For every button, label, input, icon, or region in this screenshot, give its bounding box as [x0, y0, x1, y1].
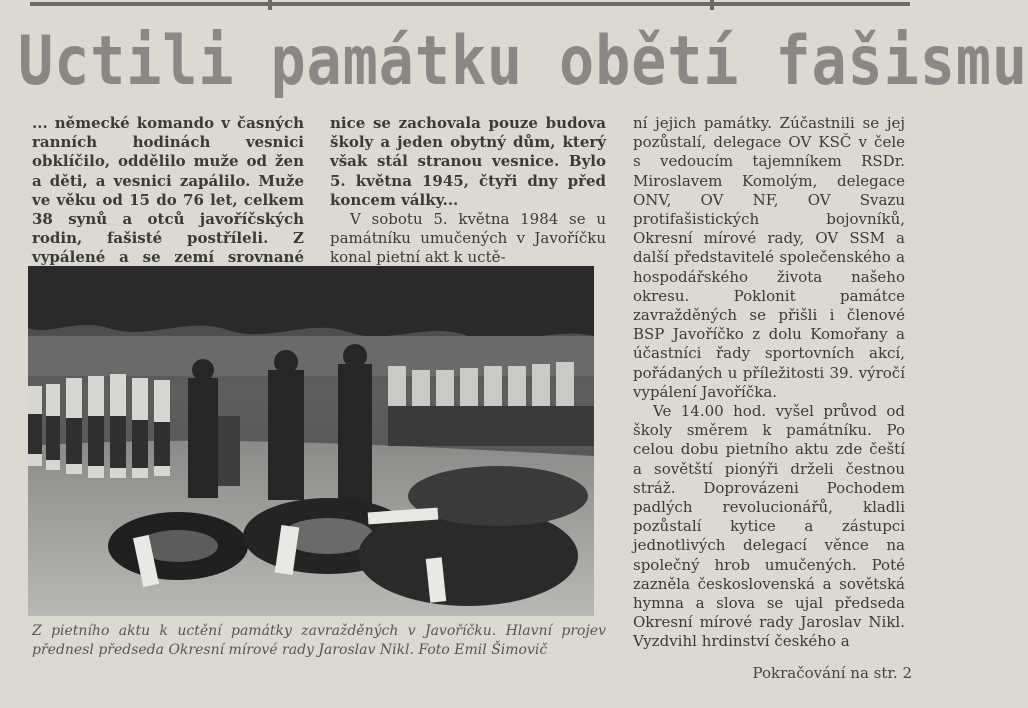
column-3: [633, 114, 905, 652]
column-2-paragraph: V sobotu 5. května 1984 se u památníku umučených v Javoříčku konal pietní akt k uctě-: [330, 210, 606, 267]
column-1: [32, 114, 304, 287]
continuation-note: Pokračování na str. 2: [752, 664, 912, 682]
photo-caption: Z pietního aktu k uctění památky zavražděných v Javoříčku. Hlavní projev přednesl předseda Okresní mírové rady Jaroslav Nikl. Foto Emil Šimovič: [32, 623, 606, 658]
column-1-lead: ... německé komando v časných ranních hodinách vesnici obklíčilo, oddělilo muže od žen a děti, a vesnici zapálilo. Muže ve věku od 15 do 76 let, celkem 38 synů a otců javoříčských rodin, fašisté postříleli. Z vypálené a se zemí srovnané: [32, 114, 304, 267]
column-2-lead: nice se zachovala pouze budova školy a jeden obytný dům, který však stál stranou vesnice. Bylo 5. května 1945, čtyři dny před koncem války...: [330, 114, 606, 209]
article-headline: Uctili památku obětí fašismu: [18, 22, 1028, 101]
column-3-paragraph-2: Ve 14.00 hod. vyšel průvod od školy směrem k památníku. Po celou dobu pietního aktu zde čeští a sovětští pionýři drželi čestnou stráž. Doprovázeni Pochodem padlých revolucionářů, kladli pozůstalí kytice a zástupci jednotlivých delegací věnce na společný hrob umučených. Poté zazněla československá a sovětská hymna a slova se ujal předseda Okresní mírové rady Jaroslav Nikl. Vyzdvihl hrdinství českého a: [633, 402, 905, 651]
news-photo: [28, 266, 594, 616]
column-2: [330, 114, 606, 268]
top-rule: [30, 0, 910, 14]
top-rule-mark: [268, 0, 272, 10]
top-rule-mark: [710, 0, 714, 10]
top-rule-line: [30, 2, 910, 6]
column-3-paragraph-1: ní jejich památky. Zúčastnili se jej pozůstalí, delegace OV KSČ v čele s vedoucím tajemníkem RSDr. Miroslavem Komolým, delegace ONV, OV NF, OV Svazu protifašistických bojovníků, Okresní mírové rady, OV SSM a další představitelé společenského a hospodářského života našeho okresu. Poklonit památce zavražděných se přišli i členové BSP Javoříčko z dolu Komořany a účastníci řady sportovních akcí, pořádaných u příležitosti 39. výročí vypálení Javoříčka.: [633, 114, 905, 401]
photo-ceremony-scene: [28, 266, 594, 616]
